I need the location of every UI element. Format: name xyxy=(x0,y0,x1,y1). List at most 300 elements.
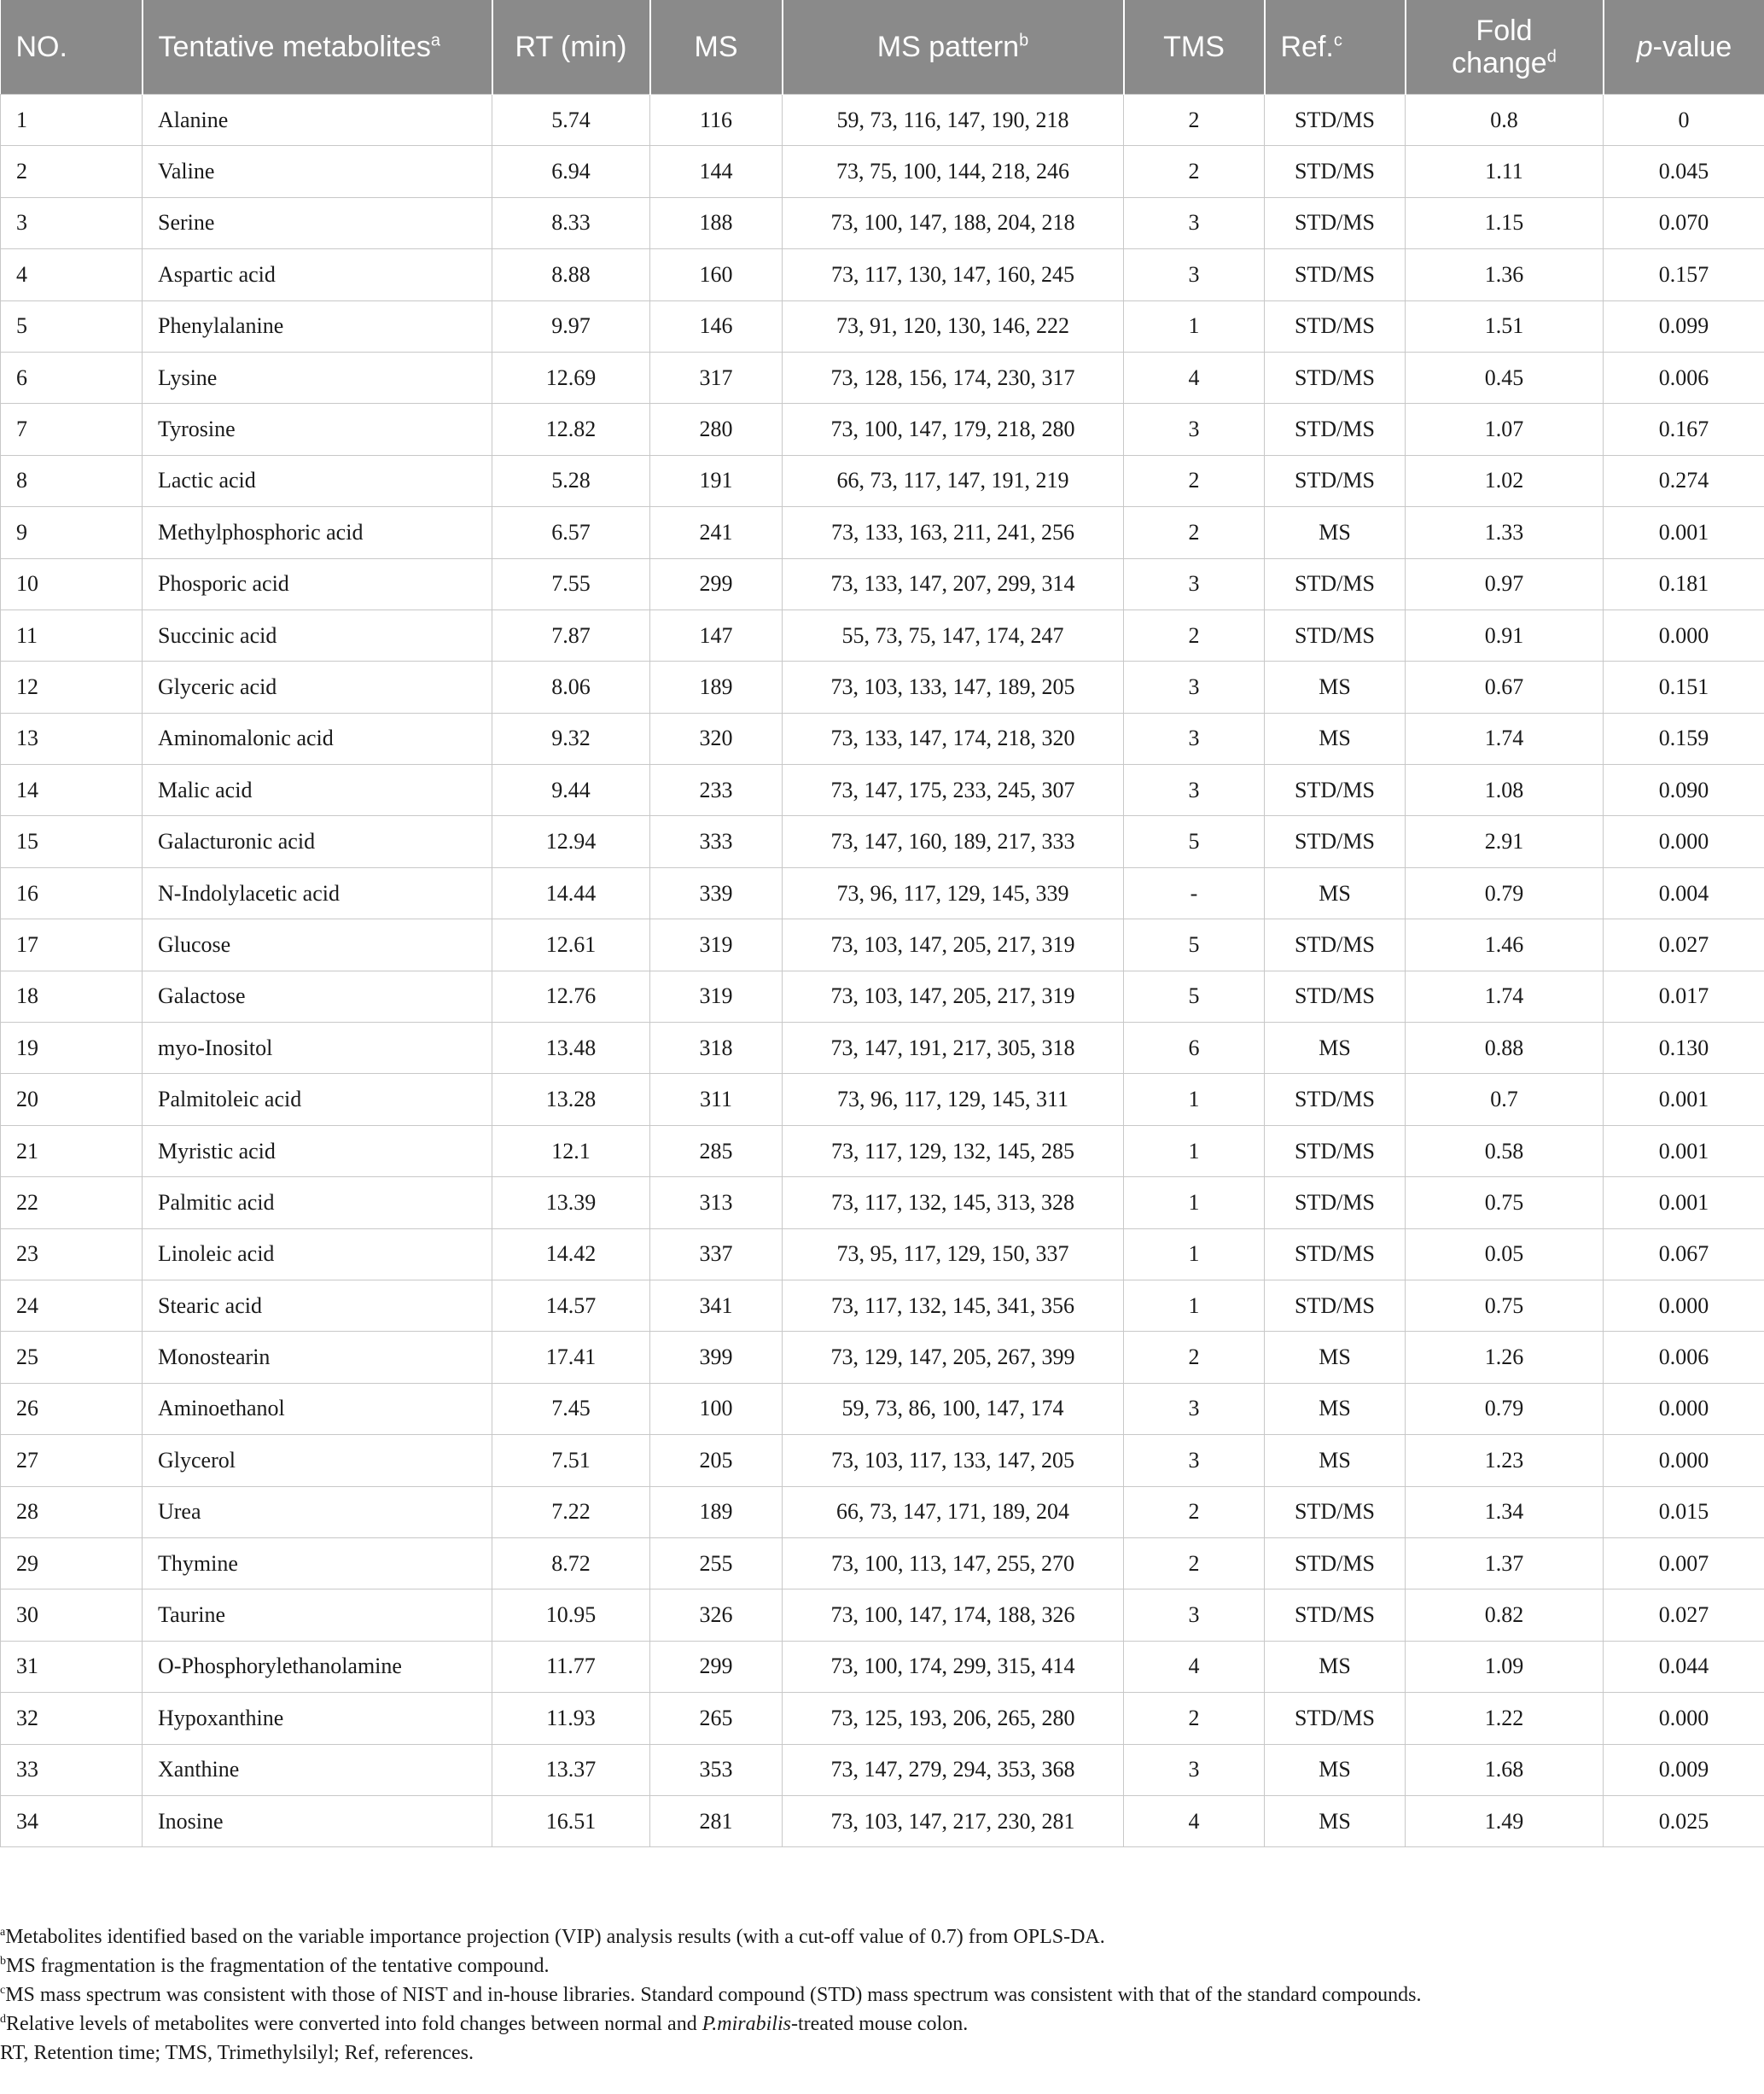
cell-ms: 265 xyxy=(650,1693,783,1744)
cell-fold-change: 0.8 xyxy=(1406,95,1604,146)
cell-metabolite: Aspartic acid xyxy=(143,249,492,300)
cell-no: 12 xyxy=(1,662,143,713)
table-row xyxy=(1,816,1764,867)
cell-p-value: 0.000 xyxy=(1604,610,1764,661)
cell-no: 5 xyxy=(1,300,143,352)
cell-ms: 144 xyxy=(650,146,783,197)
cell-ms: 146 xyxy=(650,300,783,352)
cell-rt: 7.22 xyxy=(492,1486,650,1537)
table-body xyxy=(1,95,1764,1847)
cell-no: 15 xyxy=(1,816,143,867)
cell-rt: 10.95 xyxy=(492,1589,650,1641)
table-row xyxy=(1,197,1764,248)
cell-tms: 3 xyxy=(1124,662,1265,713)
cell-rt: 9.32 xyxy=(492,713,650,764)
cell-p-value: 0.027 xyxy=(1604,1589,1764,1641)
cell-tms: 5 xyxy=(1124,816,1265,867)
cell-p-value: 0.099 xyxy=(1604,300,1764,352)
cell-no: 34 xyxy=(1,1795,143,1846)
cell-tms: 4 xyxy=(1124,1641,1265,1692)
cell-no: 22 xyxy=(1,1177,143,1228)
cell-tms: 1 xyxy=(1124,1228,1265,1280)
cell-metabolite: O-Phosphorylethanolamine xyxy=(143,1641,492,1692)
cell-rt: 14.57 xyxy=(492,1280,650,1331)
cell-rt: 6.94 xyxy=(492,146,650,197)
cell-no: 28 xyxy=(1,1486,143,1537)
cell-ms-pattern: 73, 117, 132, 145, 341, 356 xyxy=(783,1280,1124,1331)
cell-no: 26 xyxy=(1,1383,143,1434)
cell-ref: MS xyxy=(1265,1744,1406,1795)
cell-rt: 13.28 xyxy=(492,1074,650,1125)
cell-ref: STD/MS xyxy=(1265,1537,1406,1589)
cell-tms: 2 xyxy=(1124,610,1265,661)
cell-ms-pattern: 55, 73, 75, 147, 174, 247 xyxy=(783,610,1124,661)
cell-no: 23 xyxy=(1,1228,143,1280)
cell-ref: STD/MS xyxy=(1265,558,1406,610)
cell-tms: 4 xyxy=(1124,352,1265,403)
cell-no: 31 xyxy=(1,1641,143,1692)
cell-metabolite: Malic acid xyxy=(143,765,492,816)
cell-ms-pattern: 73, 91, 120, 130, 146, 222 xyxy=(783,300,1124,352)
cell-rt: 12.61 xyxy=(492,919,650,971)
cell-metabolite: N-Indolylacetic acid xyxy=(143,867,492,919)
cell-fold-change: 1.51 xyxy=(1406,300,1604,352)
table-row xyxy=(1,1435,1764,1486)
table-row xyxy=(1,404,1764,455)
cell-fold-change: 1.37 xyxy=(1406,1537,1604,1589)
cell-ref: STD/MS xyxy=(1265,1589,1406,1641)
cell-metabolite: Monostearin xyxy=(143,1332,492,1383)
cell-ms: 280 xyxy=(650,404,783,455)
header-ref: Ref.$^c$ xyxy=(1265,0,1406,95)
cell-ms-pattern: 73, 96, 117, 129, 145, 339 xyxy=(783,867,1124,919)
cell-metabolite: Xanthine xyxy=(143,1744,492,1795)
cell-ms-pattern: 66, 73, 117, 147, 191, 219 xyxy=(783,455,1124,506)
header-metabolites: Tentative metabolites$^a$ xyxy=(143,0,492,95)
table-row xyxy=(1,1589,1764,1641)
cell-p-value: 0.001 xyxy=(1604,1074,1764,1125)
cell-fold-change: 1.15 xyxy=(1406,197,1604,248)
cell-ms: 160 xyxy=(650,249,783,300)
table-row xyxy=(1,867,1764,919)
cell-fold-change: 1.68 xyxy=(1406,1744,1604,1795)
table-row xyxy=(1,1795,1764,1846)
footnote-abbreviations: RT, Retention time; TMS, Trimethylsilyl; Ref, references. xyxy=(0,2042,474,2064)
cell-ms-pattern: 73, 103, 147, 217, 230, 281 xyxy=(783,1795,1124,1846)
cell-fold-change: 0.67 xyxy=(1406,662,1604,713)
cell-fold-change: 0.79 xyxy=(1406,867,1604,919)
cell-ms-pattern: 73, 100, 147, 174, 188, 326 xyxy=(783,1589,1124,1641)
cell-ref: STD/MS xyxy=(1265,765,1406,816)
cell-tms: 2 xyxy=(1124,1537,1265,1589)
cell-ref: MS xyxy=(1265,1435,1406,1486)
cell-ms: 320 xyxy=(650,713,783,764)
cell-tms: 3 xyxy=(1124,765,1265,816)
cell-tms: 3 xyxy=(1124,713,1265,764)
cell-ms-pattern: 73, 103, 147, 205, 217, 319 xyxy=(783,971,1124,1022)
table-row xyxy=(1,146,1764,197)
cell-ref: MS xyxy=(1265,713,1406,764)
cell-rt: 13.39 xyxy=(492,1177,650,1228)
cell-fold-change: 0.82 xyxy=(1406,1589,1604,1641)
cell-ms-pattern: 73, 103, 147, 205, 217, 319 xyxy=(783,919,1124,971)
cell-ref: MS xyxy=(1265,662,1406,713)
cell-tms: 1 xyxy=(1124,1125,1265,1176)
cell-metabolite: Palmitoleic acid xyxy=(143,1074,492,1125)
cell-tms: 3 xyxy=(1124,1435,1265,1486)
table-row xyxy=(1,971,1764,1022)
cell-ms-pattern: 73, 96, 117, 129, 145, 311 xyxy=(783,1074,1124,1125)
table-header-row xyxy=(1,0,1764,95)
cell-rt: 12.76 xyxy=(492,971,650,1022)
header-tms: TMS xyxy=(1124,0,1265,95)
table-row xyxy=(1,1744,1764,1795)
cell-tms: 3 xyxy=(1124,558,1265,610)
cell-ms-pattern: 66, 73, 147, 171, 189, 204 xyxy=(783,1486,1124,1537)
cell-ref: MS xyxy=(1265,1641,1406,1692)
cell-ms-pattern: 73, 117, 132, 145, 313, 328 xyxy=(783,1177,1124,1228)
cell-p-value: 0.027 xyxy=(1604,919,1764,971)
cell-ref: MS xyxy=(1265,507,1406,558)
cell-metabolite: Tyrosine xyxy=(143,404,492,455)
cell-rt: 7.55 xyxy=(492,558,650,610)
cell-ms-pattern: 73, 147, 160, 189, 217, 333 xyxy=(783,816,1124,867)
cell-fold-change: 1.22 xyxy=(1406,1693,1604,1744)
cell-ref: STD/MS xyxy=(1265,1280,1406,1331)
cell-ref: STD/MS xyxy=(1265,197,1406,248)
cell-no: 18 xyxy=(1,971,143,1022)
cell-no: 1 xyxy=(1,95,143,146)
cell-p-value: 0.007 xyxy=(1604,1537,1764,1589)
cell-rt: 12.69 xyxy=(492,352,650,403)
table-row xyxy=(1,919,1764,971)
cell-tms: - xyxy=(1124,867,1265,919)
cell-ms: 241 xyxy=(650,507,783,558)
cell-ms: 319 xyxy=(650,919,783,971)
cell-no: 19 xyxy=(1,1023,143,1074)
table-row xyxy=(1,1177,1764,1228)
cell-metabolite: Taurine xyxy=(143,1589,492,1641)
cell-no: 33 xyxy=(1,1744,143,1795)
header-no: NO. xyxy=(1,0,143,95)
cell-rt: 14.44 xyxy=(492,867,650,919)
cell-metabolite: Hypoxanthine xyxy=(143,1693,492,1744)
cell-metabolite: myo-Inositol xyxy=(143,1023,492,1074)
cell-p-value: 0.181 xyxy=(1604,558,1764,610)
cell-ref: STD/MS xyxy=(1265,610,1406,661)
cell-ms-pattern: 73, 133, 147, 174, 218, 320 xyxy=(783,713,1124,764)
table-row xyxy=(1,1125,1764,1176)
table-row xyxy=(1,662,1764,713)
cell-fold-change: 1.46 xyxy=(1406,919,1604,971)
header-ms-pattern: MS pattern$^b$ xyxy=(783,0,1124,95)
cell-ms: 319 xyxy=(650,971,783,1022)
cell-tms: 5 xyxy=(1124,971,1265,1022)
cell-no: 13 xyxy=(1,713,143,764)
cell-ref: STD/MS xyxy=(1265,919,1406,971)
cell-ref: STD/MS xyxy=(1265,300,1406,352)
cell-rt: 5.28 xyxy=(492,455,650,506)
cell-ms-pattern: 73, 117, 130, 147, 160, 245 xyxy=(783,249,1124,300)
cell-tms: 6 xyxy=(1124,1023,1265,1074)
cell-ms: 299 xyxy=(650,1641,783,1692)
cell-tms: 2 xyxy=(1124,95,1265,146)
cell-fold-change: 1.02 xyxy=(1406,455,1604,506)
cell-tms: 5 xyxy=(1124,919,1265,971)
cell-tms: 4 xyxy=(1124,1795,1265,1846)
cell-no: 3 xyxy=(1,197,143,248)
cell-ms: 116 xyxy=(650,95,783,146)
cell-p-value: 0.025 xyxy=(1604,1795,1764,1846)
cell-ms-pattern: 73, 95, 117, 129, 150, 337 xyxy=(783,1228,1124,1280)
table-row xyxy=(1,1537,1764,1589)
cell-p-value: 0.070 xyxy=(1604,197,1764,248)
cell-fold-change: 1.26 xyxy=(1406,1332,1604,1383)
cell-no: 6 xyxy=(1,352,143,403)
cell-fold-change: 0.97 xyxy=(1406,558,1604,610)
cell-fold-change: 2.91 xyxy=(1406,816,1604,867)
cell-p-value: 0 xyxy=(1604,95,1764,146)
cell-fold-change: 0.91 xyxy=(1406,610,1604,661)
cell-tms: 3 xyxy=(1124,197,1265,248)
cell-tms: 2 xyxy=(1124,1332,1265,1383)
cell-ms: 189 xyxy=(650,662,783,713)
cell-rt: 13.37 xyxy=(492,1744,650,1795)
cell-ms-pattern: 73, 103, 133, 147, 189, 205 xyxy=(783,662,1124,713)
cell-ref: STD/MS xyxy=(1265,1074,1406,1125)
table-row xyxy=(1,1383,1764,1434)
cell-ms-pattern: 73, 103, 117, 133, 147, 205 xyxy=(783,1435,1124,1486)
cell-rt: 14.42 xyxy=(492,1228,650,1280)
cell-metabolite: Alanine xyxy=(143,95,492,146)
cell-ref: STD/MS xyxy=(1265,816,1406,867)
cell-metabolite: Serine xyxy=(143,197,492,248)
cell-rt: 8.06 xyxy=(492,662,650,713)
cell-no: 4 xyxy=(1,249,143,300)
cell-ref: STD/MS xyxy=(1265,1693,1406,1744)
cell-ref: STD/MS xyxy=(1265,146,1406,197)
table-row xyxy=(1,352,1764,403)
table-row xyxy=(1,249,1764,300)
cell-ms-pattern: 73, 133, 163, 211, 241, 256 xyxy=(783,507,1124,558)
cell-rt: 7.51 xyxy=(492,1435,650,1486)
cell-p-value: 0.159 xyxy=(1604,713,1764,764)
cell-ref: STD/MS xyxy=(1265,1125,1406,1176)
cell-no: 7 xyxy=(1,404,143,455)
cell-p-value: 0.045 xyxy=(1604,146,1764,197)
cell-metabolite: Inosine xyxy=(143,1795,492,1846)
cell-ms-pattern: 73, 129, 147, 205, 267, 399 xyxy=(783,1332,1124,1383)
cell-metabolite: Linoleic acid xyxy=(143,1228,492,1280)
cell-no: 8 xyxy=(1,455,143,506)
cell-tms: 3 xyxy=(1124,1744,1265,1795)
cell-p-value: 0.000 xyxy=(1604,1280,1764,1331)
cell-tms: 2 xyxy=(1124,455,1265,506)
cell-p-value: 0.130 xyxy=(1604,1023,1764,1074)
cell-metabolite: Aminomalonic acid xyxy=(143,713,492,764)
cell-ms: 147 xyxy=(650,610,783,661)
cell-ms: 100 xyxy=(650,1383,783,1434)
footnote-c: $^c$MS mass spectrum was consistent with those of NIST and in-house libraries. Standard compound (STD) mass spectrum was consistent with that of the standard compounds. xyxy=(0,1984,1422,2006)
cell-metabolite: Urea xyxy=(143,1486,492,1537)
cell-tms: 1 xyxy=(1124,1074,1265,1125)
cell-ms: 281 xyxy=(650,1795,783,1846)
table-row xyxy=(1,1074,1764,1125)
cell-no: 17 xyxy=(1,919,143,971)
cell-p-value: 0.274 xyxy=(1604,455,1764,506)
cell-p-value: 0.001 xyxy=(1604,1125,1764,1176)
cell-ref: MS xyxy=(1265,867,1406,919)
cell-no: 21 xyxy=(1,1125,143,1176)
cell-ms: 313 xyxy=(650,1177,783,1228)
cell-p-value: 0.000 xyxy=(1604,1383,1764,1434)
cell-fold-change: 1.08 xyxy=(1406,765,1604,816)
cell-ms: 326 xyxy=(650,1589,783,1641)
cell-no: 11 xyxy=(1,610,143,661)
cell-tms: 3 xyxy=(1124,1383,1265,1434)
cell-fold-change: 0.58 xyxy=(1406,1125,1604,1176)
cell-ms: 233 xyxy=(650,765,783,816)
cell-p-value: 0.090 xyxy=(1604,765,1764,816)
cell-ms: 255 xyxy=(650,1537,783,1589)
cell-tms: 1 xyxy=(1124,1280,1265,1331)
cell-fold-change: 1.23 xyxy=(1406,1435,1604,1486)
footnote-a: $^a$Metabolites identified based on the variable importance projection (VIP) analysis results (with a cut-off value of 0.7) from OPLS-DA. xyxy=(0,1926,1105,1948)
cell-ref: STD/MS xyxy=(1265,95,1406,146)
cell-p-value: 0.009 xyxy=(1604,1744,1764,1795)
header-rt: RT (min) xyxy=(492,0,650,95)
cell-no: 2 xyxy=(1,146,143,197)
cell-metabolite: Phenylalanine xyxy=(143,300,492,352)
cell-rt: 11.93 xyxy=(492,1693,650,1744)
cell-tms: 1 xyxy=(1124,1177,1265,1228)
cell-no: 10 xyxy=(1,558,143,610)
cell-no: 30 xyxy=(1,1589,143,1641)
cell-rt: 8.33 xyxy=(492,197,650,248)
cell-metabolite: Phosporic acid xyxy=(143,558,492,610)
header-ms: MS xyxy=(650,0,783,95)
cell-ms-pattern: 73, 125, 193, 206, 265, 280 xyxy=(783,1693,1124,1744)
cell-ref: STD/MS xyxy=(1265,971,1406,1022)
cell-ms: 311 xyxy=(650,1074,783,1125)
cell-p-value: 0.006 xyxy=(1604,1332,1764,1383)
cell-fold-change: 1.33 xyxy=(1406,507,1604,558)
cell-metabolite: Methylphosphoric acid xyxy=(143,507,492,558)
cell-ref: STD/MS xyxy=(1265,404,1406,455)
cell-p-value: 0.167 xyxy=(1604,404,1764,455)
cell-metabolite: Thymine xyxy=(143,1537,492,1589)
cell-metabolite: Myristic acid xyxy=(143,1125,492,1176)
cell-ref: MS xyxy=(1265,1332,1406,1383)
cell-p-value: 0.000 xyxy=(1604,1693,1764,1744)
cell-ms-pattern: 73, 117, 129, 132, 145, 285 xyxy=(783,1125,1124,1176)
cell-p-value: 0.001 xyxy=(1604,1177,1764,1228)
cell-p-value: 0.157 xyxy=(1604,249,1764,300)
cell-ms: 337 xyxy=(650,1228,783,1280)
table-row xyxy=(1,558,1764,610)
cell-ref: STD/MS xyxy=(1265,1228,1406,1280)
cell-fold-change: 0.7 xyxy=(1406,1074,1604,1125)
table-row xyxy=(1,765,1764,816)
table-row xyxy=(1,1023,1764,1074)
footnote-b: $^b$MS fragmentation is the fragmentation of the tentative compound. xyxy=(0,1955,550,1977)
cell-metabolite: Glycerol xyxy=(143,1435,492,1486)
cell-fold-change: 1.74 xyxy=(1406,971,1604,1022)
cell-no: 29 xyxy=(1,1537,143,1589)
cell-rt: 9.97 xyxy=(492,300,650,352)
cell-ref: STD/MS xyxy=(1265,455,1406,506)
cell-tms: 2 xyxy=(1124,507,1265,558)
cell-metabolite: Glyceric acid xyxy=(143,662,492,713)
cell-metabolite: Palmitic acid xyxy=(143,1177,492,1228)
cell-ms-pattern: 73, 100, 113, 147, 255, 270 xyxy=(783,1537,1124,1589)
cell-ms-pattern: 73, 128, 156, 174, 230, 317 xyxy=(783,352,1124,403)
cell-metabolite: Lactic acid xyxy=(143,455,492,506)
cell-no: 24 xyxy=(1,1280,143,1331)
cell-metabolite: Succinic acid xyxy=(143,610,492,661)
cell-rt: 12.94 xyxy=(492,816,650,867)
cell-ms: 285 xyxy=(650,1125,783,1176)
cell-metabolite: Lysine xyxy=(143,352,492,403)
cell-ms: 299 xyxy=(650,558,783,610)
cell-rt: 5.74 xyxy=(492,95,650,146)
cell-ref: MS xyxy=(1265,1023,1406,1074)
cell-metabolite: Valine xyxy=(143,146,492,197)
cell-fold-change: 1.09 xyxy=(1406,1641,1604,1692)
cell-tms: 3 xyxy=(1124,404,1265,455)
table-row xyxy=(1,610,1764,661)
cell-no: 14 xyxy=(1,765,143,816)
cell-ref: STD/MS xyxy=(1265,352,1406,403)
cell-ms: 205 xyxy=(650,1435,783,1486)
table-row xyxy=(1,95,1764,146)
cell-rt: 7.45 xyxy=(492,1383,650,1434)
cell-p-value: 0.044 xyxy=(1604,1641,1764,1692)
cell-ms-pattern: 73, 147, 279, 294, 353, 368 xyxy=(783,1744,1124,1795)
cell-fold-change: 0.75 xyxy=(1406,1177,1604,1228)
cell-fold-change: 1.07 xyxy=(1406,404,1604,455)
cell-ms-pattern: 73, 100, 147, 188, 204, 218 xyxy=(783,197,1124,248)
cell-p-value: 0.001 xyxy=(1604,507,1764,558)
header-p-value: p-value xyxy=(1604,0,1764,95)
cell-no: 32 xyxy=(1,1693,143,1744)
cell-no: 9 xyxy=(1,507,143,558)
header-fold-change: Fold change$^d$ xyxy=(1406,0,1604,95)
cell-ref: STD/MS xyxy=(1265,249,1406,300)
table-row xyxy=(1,300,1764,352)
cell-p-value: 0.000 xyxy=(1604,816,1764,867)
table-row xyxy=(1,507,1764,558)
cell-fold-change: 1.34 xyxy=(1406,1486,1604,1537)
cell-rt: 12.82 xyxy=(492,404,650,455)
footnote-d: $^d$Relative levels of metabolites were converted into fold changes between normal and P.mirabilis-treated mouse colon. xyxy=(0,2013,969,2035)
cell-rt: 6.57 xyxy=(492,507,650,558)
cell-fold-change: 0.79 xyxy=(1406,1383,1604,1434)
cell-metabolite: Stearic acid xyxy=(143,1280,492,1331)
cell-tms: 3 xyxy=(1124,249,1265,300)
cell-ms: 318 xyxy=(650,1023,783,1074)
cell-ms: 339 xyxy=(650,867,783,919)
cell-metabolite: Galacturonic acid xyxy=(143,816,492,867)
cell-rt: 12.1 xyxy=(492,1125,650,1176)
cell-p-value: 0.015 xyxy=(1604,1486,1764,1537)
cell-tms: 1 xyxy=(1124,300,1265,352)
cell-ref: MS xyxy=(1265,1795,1406,1846)
cell-ms-pattern: 73, 100, 174, 299, 315, 414 xyxy=(783,1641,1124,1692)
cell-rt: 8.88 xyxy=(492,249,650,300)
cell-ms: 189 xyxy=(650,1486,783,1537)
cell-ms-pattern: 59, 73, 86, 100, 147, 174 xyxy=(783,1383,1124,1434)
